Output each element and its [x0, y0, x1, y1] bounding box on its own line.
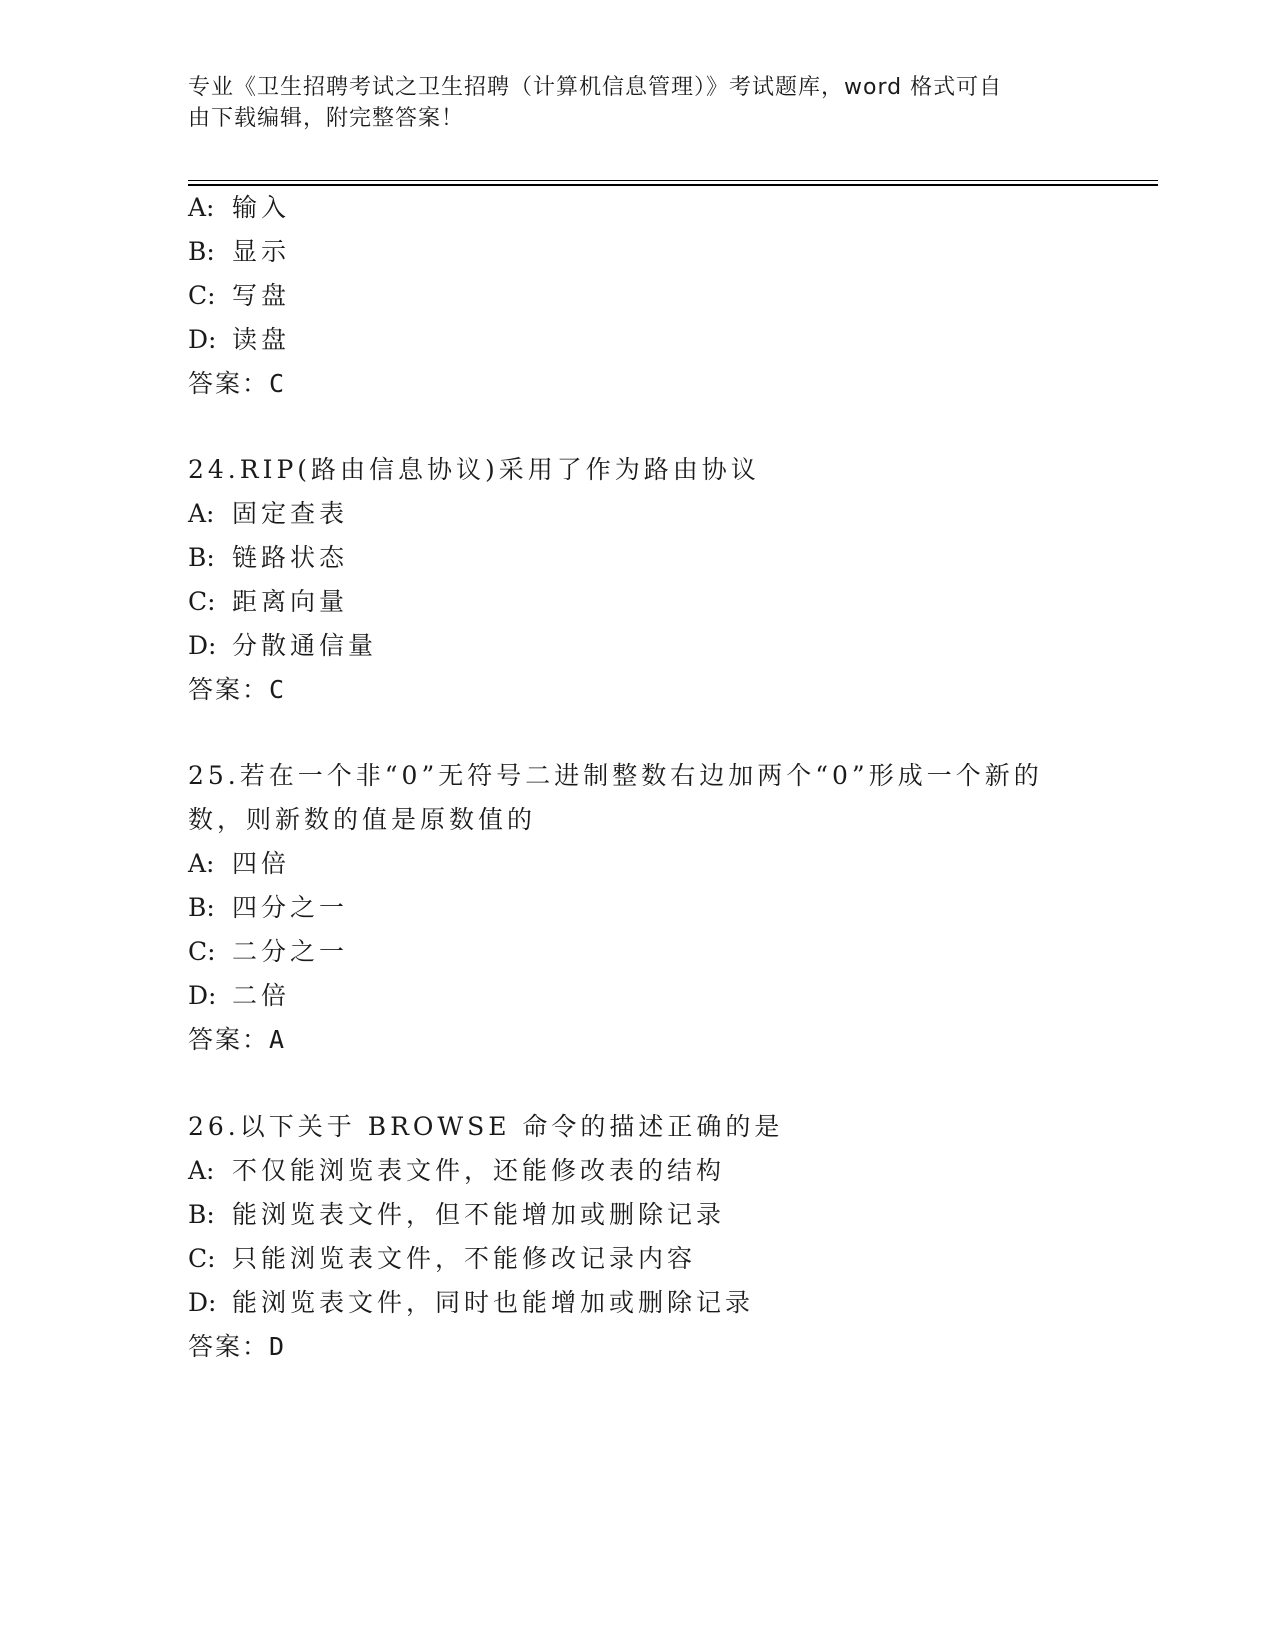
option-key: D: — [188, 1288, 217, 1317]
option-text: 四分之一 — [232, 893, 349, 922]
q25-stem-line-1: 25.若在一个非“0”无符号二进制整数右边加两个“0”形成一个新的 — [188, 761, 1043, 790]
answer-value: C — [269, 675, 285, 704]
q25-option-d — [188, 981, 290, 1011]
option-key: C: — [188, 587, 216, 616]
option-text: 只能浏览表文件，不能修改记录内容 — [232, 1244, 697, 1273]
q26-option-a — [188, 1156, 725, 1186]
option-key: A: — [188, 1156, 215, 1185]
option-text: 输入 — [232, 193, 291, 222]
option-text: 固定查表 — [232, 499, 349, 528]
q23-option-c — [188, 281, 290, 311]
q26-stem: 26.以下关于 BROWSE 命令的描述正确的是 — [188, 1112, 784, 1141]
option-key: D: — [188, 325, 217, 354]
option-text: 距离向量 — [232, 587, 349, 616]
option-text: 分散通信量 — [232, 631, 378, 660]
option-key: D: — [188, 981, 217, 1010]
answer-value: A — [269, 1025, 285, 1054]
option-key: B: — [188, 237, 215, 266]
q24-option-a — [188, 499, 348, 529]
option-text: 读盘 — [232, 325, 291, 354]
option-text: 能浏览表文件，但不能增加或删除记录 — [232, 1200, 726, 1229]
option-text: 不仅能浏览表文件，还能修改表的结构 — [232, 1156, 726, 1185]
option-text: 能浏览表文件，同时也能增加或删除记录 — [232, 1288, 755, 1317]
option-key: A: — [188, 193, 215, 222]
q24-option-b — [188, 543, 348, 573]
q25-option-c — [188, 937, 348, 967]
q26-option-d — [188, 1288, 754, 1318]
q26-answer — [188, 1332, 284, 1362]
option-text: 链路状态 — [232, 543, 349, 572]
header-divider-bottom — [188, 184, 1158, 186]
answer-label: 答案： — [188, 1332, 270, 1361]
header-line-2: 由下载编辑，附完整答案！ — [188, 106, 465, 131]
answer-label: 答案： — [188, 369, 270, 398]
option-key: C: — [188, 281, 216, 310]
option-key: A: — [188, 849, 215, 878]
q25-option-a — [188, 849, 290, 879]
q26-option-b — [188, 1200, 725, 1230]
option-key: B: — [188, 543, 215, 572]
answer-value: D — [269, 1332, 285, 1361]
header-line-1: 专业《卫生招聘考试之卫生招聘（计算机信息管理）》考试题库，word 格式可自 — [188, 75, 1003, 100]
q23-option-d — [188, 325, 290, 355]
option-text: 写盘 — [232, 281, 291, 310]
q23-answer — [188, 369, 284, 399]
q23-option-a — [188, 193, 290, 223]
q25-answer — [188, 1025, 284, 1055]
q23-option-b — [188, 237, 290, 267]
q25-option-b — [188, 893, 348, 923]
option-key: B: — [188, 893, 215, 922]
option-key: B: — [188, 1200, 215, 1229]
answer-label: 答案： — [188, 1025, 270, 1054]
q24-answer — [188, 675, 284, 705]
option-key: C: — [188, 937, 216, 966]
option-key: C: — [188, 1244, 216, 1273]
option-key: A: — [188, 499, 215, 528]
answer-value: C — [269, 369, 285, 398]
q25-stem-line-2: 数，则新数的值是原数值的 — [188, 805, 537, 834]
answer-label: 答案： — [188, 675, 270, 704]
q26-option-c — [188, 1244, 696, 1274]
option-key: D: — [188, 631, 217, 660]
option-text: 显示 — [232, 237, 291, 266]
q24-option-c — [188, 587, 348, 617]
option-text: 二分之一 — [232, 937, 349, 966]
document-header — [188, 72, 1088, 134]
q24-option-d — [188, 631, 377, 661]
header-divider-top — [188, 180, 1158, 181]
option-text: 二倍 — [232, 981, 291, 1010]
option-text: 四倍 — [232, 849, 291, 878]
q24-stem: 24.RIP(路由信息协议)采用了作为路由协议 — [188, 455, 760, 484]
